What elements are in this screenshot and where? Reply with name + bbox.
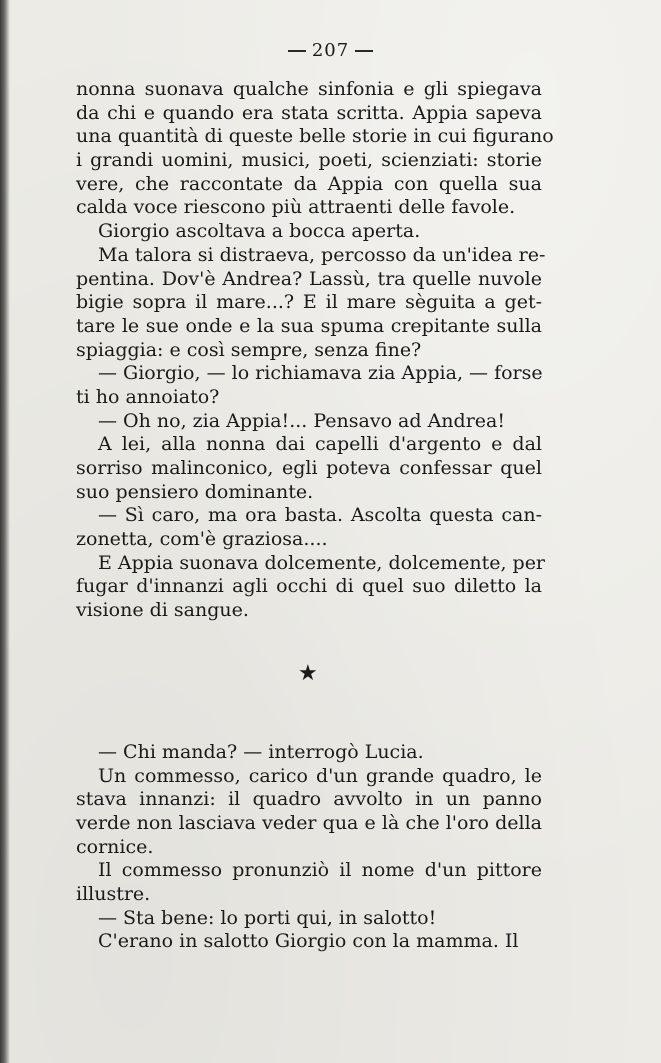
paragraph [76, 220, 542, 244]
page-binding-edge [0, 0, 10, 1063]
body-text [76, 78, 554, 954]
text-line: cornice. [76, 835, 154, 858]
paragraph [76, 551, 546, 623]
section-separator [76, 623, 542, 741]
text-line: da chi e quando era stata scritta. Appia sapeva [76, 101, 542, 124]
paragraph [76, 410, 542, 434]
text-section-bottom [76, 741, 542, 954]
text-line: — Oh no, zia Appia!... Pensavo ad Andrea! [98, 409, 505, 432]
paragraph [76, 362, 542, 409]
paragraph [76, 859, 542, 906]
text-line: sorriso malinconico, egli poteva confessar quel [76, 457, 542, 479]
text-section-top [76, 78, 554, 623]
text-line: fugar d'innanzi agli occhi di quel suo diletto la [76, 575, 542, 598]
paragraph [76, 504, 542, 551]
text-line: — Sta bene: lo porti qui, in salotto! [98, 906, 437, 929]
text-line: pentina. Dov'è Andrea? Lassù, tra quelle nuvole [76, 267, 542, 290]
text-line: Giorgio ascoltava a bocca aperta. [98, 220, 421, 243]
text-line: — Giorgio, — lo richiamava zia Appia, — forse [98, 362, 543, 385]
paragraph [76, 243, 546, 362]
page-header [0, 40, 661, 61]
text-line: — Chi manda? — interrogò Lucia. [98, 740, 424, 763]
text-line: zonetta, com'è graziosa.... [76, 528, 328, 551]
text-line: nonna suonava qualche sinfonia e gli spiegava [76, 78, 542, 100]
text-line: E Appia suonava dolcemente, dolcemente, per [98, 551, 546, 574]
text-line: visione di sangue. [76, 599, 249, 622]
text-line: stava innanzi: il quadro avvolto in un panno [76, 788, 542, 811]
text-line: Un commesso, carico d'un grande quadro, le [98, 764, 542, 787]
text-line: verde non lasciava veder qua e là che l'oro della [76, 811, 542, 834]
text-line: illustre. [76, 882, 151, 905]
text-line: suo pensiero dominante. [76, 480, 314, 503]
header-dash-left [288, 50, 306, 52]
text-line: Il commesso pronunziò il nome d'un pittore [98, 859, 542, 882]
paragraph [76, 433, 542, 504]
text-line: spiaggia: e così sempre, senza fine? [76, 338, 422, 361]
text-line: A lei, alla nonna dai capelli d'argento e dal [98, 433, 542, 456]
text-line: tare le sue onde e la sua spuma crepitante sulla [76, 314, 542, 337]
paragraph [76, 765, 542, 860]
text-line: una quantità di queste belle storie in cui figurano [76, 125, 554, 148]
star-icon: ★ [298, 660, 318, 686]
paragraph [76, 78, 554, 220]
text-line: calda voce riescono più attraenti delle favole. [76, 196, 516, 219]
text-line: vere, che raccontate da Appia con quella sua [76, 172, 542, 195]
paragraph [76, 930, 542, 954]
text-line: bigie sopra il mare...? E il mare sèguita a get- [76, 291, 542, 314]
header-dash-right [355, 50, 373, 52]
text-line: C'erano in salotto Giorgio con la mamma. Il [98, 930, 519, 953]
paragraph [76, 741, 542, 765]
text-line: Ma talora si distraeva, percosso da un'idea re- [98, 243, 546, 266]
paragraph [76, 907, 542, 931]
text-line: i grandi uomini, musici, poeti, scienziati: storie [76, 149, 542, 172]
page-number: 207 [311, 40, 350, 61]
text-line: ti ho annoiato? [76, 385, 220, 408]
text-line: — Sì caro, ma ora basta. Ascolta questa can- [98, 504, 542, 527]
